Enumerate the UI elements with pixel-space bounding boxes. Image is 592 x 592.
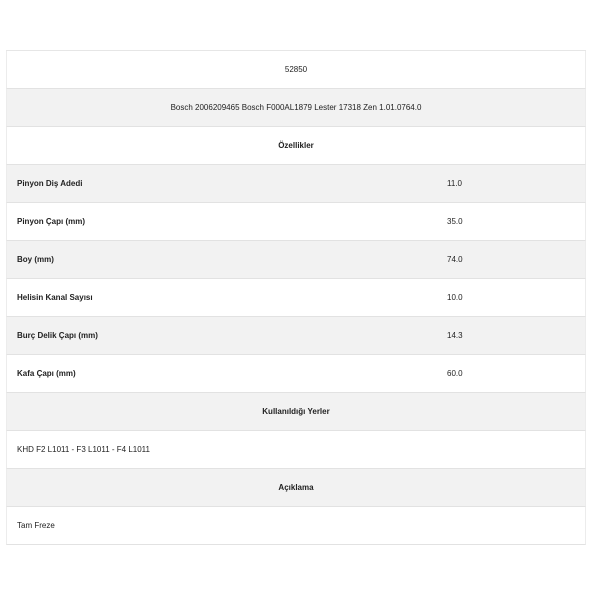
spec-label: Pinyon Diş Adedi	[17, 179, 83, 188]
spec-row	[6, 203, 586, 241]
spec-value: 10.0	[447, 293, 463, 302]
description-row	[6, 507, 586, 545]
spec-value: 74.0	[447, 255, 463, 264]
usage-heading-row	[6, 393, 586, 431]
spec-row	[6, 241, 586, 279]
spec-label: Pinyon Çapı (mm)	[17, 217, 86, 226]
spec-value: 60.0	[447, 369, 463, 378]
spec-value: 11.0	[447, 179, 462, 188]
spec-label: Helisin Kanal Sayısı	[17, 293, 93, 302]
spec-label: Burç Delik Çapı (mm)	[17, 331, 98, 340]
usage-row	[6, 431, 586, 469]
product-spec-table	[6, 50, 586, 545]
spec-label: Boy (mm)	[17, 255, 54, 264]
spec-row	[6, 317, 586, 355]
spec-value: 14.3	[447, 331, 463, 340]
oem-codes: Bosch 2006209465 Bosch F000AL1879 Lester 17318 Zen 1.01.0764.0	[170, 103, 422, 112]
usage-text: KHD F2 L1011 - F3 L1011 - F4 L1011	[17, 445, 150, 454]
description-heading: Açıklama	[278, 483, 314, 492]
usage-heading: Kullanıldığı Yerler	[262, 407, 330, 416]
spec-row	[6, 355, 586, 393]
spec-row	[6, 279, 586, 317]
spec-value: 35.0	[447, 217, 463, 226]
features-heading-row	[6, 127, 586, 165]
features-heading: Özellikler	[278, 141, 314, 150]
oem-codes-row	[6, 89, 586, 127]
description-text: Tam Freze	[17, 521, 55, 530]
spec-label: Kafa Çapı (mm)	[17, 369, 76, 378]
spec-row	[6, 165, 586, 203]
part-number-row	[6, 51, 586, 89]
description-heading-row	[6, 469, 586, 507]
part-number: 52850	[284, 65, 308, 74]
